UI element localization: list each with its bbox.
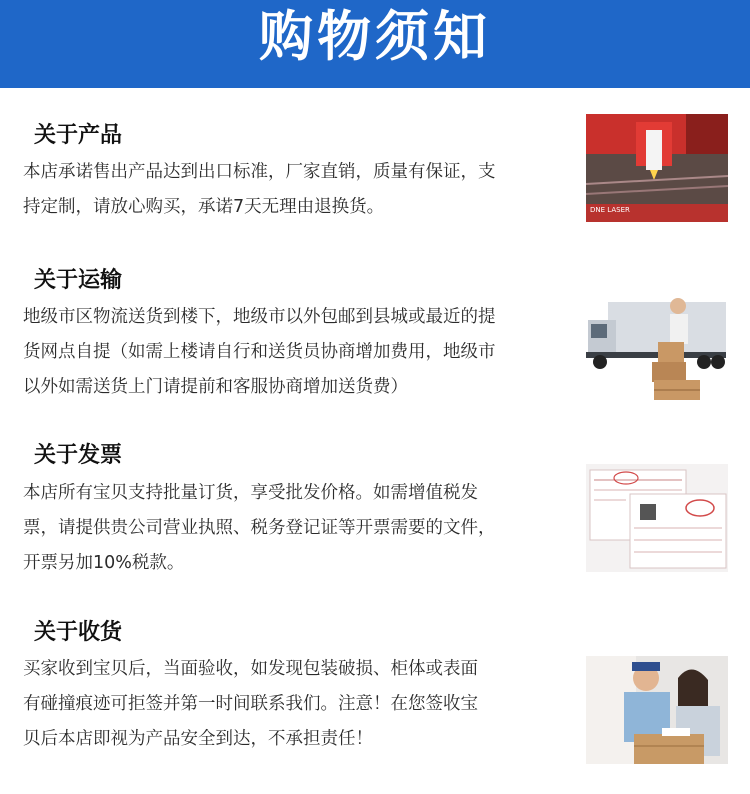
text-line: 开票另加10%税款。 — [23, 553, 185, 573]
laser-machine-image — [586, 114, 728, 222]
package-handover-image — [586, 656, 728, 764]
section-heading: 关于运输 — [34, 268, 123, 293]
invoice-documents-photo-icon — [586, 464, 728, 572]
laser-cutting-machine-photo-icon — [586, 114, 728, 222]
invoice-image — [586, 464, 728, 572]
text-line: 票，请提供贵公司营业执照、税务登记证等开票需要的文件， — [23, 518, 496, 538]
section-heading: 关于收货 — [34, 620, 123, 645]
text-line: 以外如需送货上门请提前和客服协商增加送货费） — [23, 377, 408, 397]
delivery-truck-image — [586, 292, 728, 400]
text-line: 地级市区物流送货到楼下，地级市以外包邮到县城或最近的提 — [23, 307, 496, 327]
section-heading: 关于发票 — [34, 443, 123, 468]
section-heading: 关于产品 — [34, 123, 123, 148]
text-line: 持定制，请放心购买，承诺7天无理由退换货。 — [23, 197, 385, 217]
header-banner — [0, 0, 750, 88]
package-handover-photo-icon — [586, 656, 728, 764]
section-text — [23, 476, 568, 581]
text-line: 买家收到宝贝后，当面验收，如发现包装破损、柜体或表面 — [23, 659, 478, 679]
machine-brand-text: DNE LASER — [590, 206, 630, 214]
text-line: 本店所有宝贝支持批量订货，享受批发价格。如需增值税发 — [23, 483, 478, 503]
text-line: 有碰撞痕迹可拒签并第一时间联系我们。注意！在您签收宝 — [23, 694, 478, 714]
page-title: 购物须知 — [259, 5, 491, 68]
text-line: 货网点自提（如需上楼请自行和送货员协商增加费用，地级市 — [23, 342, 496, 362]
text-line: 贝后本店即视为产品安全到达，不承担责任！ — [23, 729, 373, 749]
delivery-truck-boxes-photo-icon — [586, 292, 728, 400]
section-text — [23, 652, 568, 757]
section-text — [23, 155, 568, 225]
section-text — [23, 300, 568, 405]
text-line: 本店承诺售出产品达到出口标准，厂家直销，质量有保证，支 — [23, 162, 496, 182]
